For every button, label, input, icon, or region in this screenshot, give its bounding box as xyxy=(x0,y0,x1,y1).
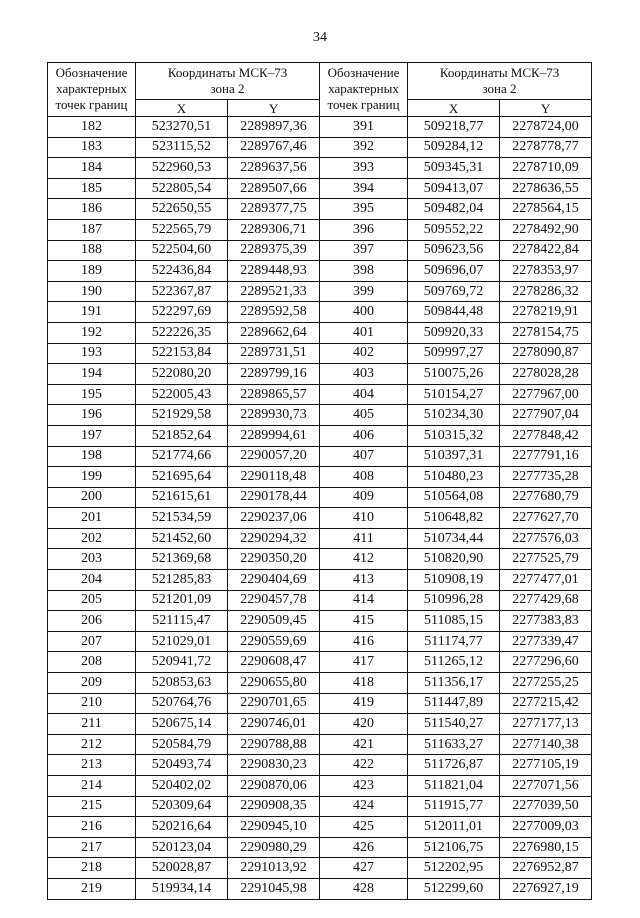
y-coordinate-cell: 2290788,88 xyxy=(228,734,320,755)
point-id-cell: 425 xyxy=(320,817,408,838)
y-coordinate-cell: 2277627,70 xyxy=(500,508,592,529)
y-coordinate-cell: 2289448,93 xyxy=(228,261,320,282)
x-coordinate-cell: 509769,72 xyxy=(408,281,500,302)
x-coordinate-cell: 510154,27 xyxy=(408,384,500,405)
table-row xyxy=(48,590,592,611)
point-id-cell: 402 xyxy=(320,343,408,364)
y-header-right: Y xyxy=(500,100,592,117)
point-id-cell: 426 xyxy=(320,837,408,858)
point-id-cell: 393 xyxy=(320,158,408,179)
point-id-cell: 190 xyxy=(48,281,136,302)
table-row xyxy=(48,425,592,446)
table-row xyxy=(48,178,592,199)
point-id-cell: 414 xyxy=(320,590,408,611)
point-id-cell: 216 xyxy=(48,817,136,838)
x-header-right: X xyxy=(408,100,500,117)
y-coordinate-cell: 2289375,39 xyxy=(228,240,320,261)
x-coordinate-cell: 510397,31 xyxy=(408,446,500,467)
y-coordinate-cell: 2278353,97 xyxy=(500,261,592,282)
y-coordinate-cell: 2277848,42 xyxy=(500,425,592,446)
table-row xyxy=(48,878,592,899)
y-coordinate-cell: 2290237,06 xyxy=(228,508,320,529)
point-id-cell: 182 xyxy=(48,117,136,138)
table-row xyxy=(48,570,592,591)
table-row xyxy=(48,528,592,549)
table-row xyxy=(48,219,592,240)
x-coordinate-cell: 510234,30 xyxy=(408,405,500,426)
x-coordinate-cell: 509696,07 xyxy=(408,261,500,282)
x-coordinate-cell: 510480,23 xyxy=(408,467,500,488)
point-id-cell: 419 xyxy=(320,693,408,714)
x-coordinate-cell: 522805,54 xyxy=(136,178,228,199)
y-coordinate-cell: 2277907,04 xyxy=(500,405,592,426)
point-id-cell: 427 xyxy=(320,858,408,879)
point-id-cell: 417 xyxy=(320,652,408,673)
y-coordinate-cell: 2291045,98 xyxy=(228,878,320,899)
x-coordinate-cell: 509920,33 xyxy=(408,322,500,343)
table-row xyxy=(48,261,592,282)
table-row xyxy=(48,364,592,385)
y-header-left: Y xyxy=(228,100,320,117)
x-coordinate-cell: 522650,55 xyxy=(136,199,228,220)
y-coordinate-cell: 2277296,60 xyxy=(500,652,592,673)
x-coordinate-cell: 521115,47 xyxy=(136,611,228,632)
y-coordinate-cell: 2289799,16 xyxy=(228,364,320,385)
point-id-cell: 401 xyxy=(320,322,408,343)
x-coordinate-cell: 520675,14 xyxy=(136,714,228,735)
y-coordinate-cell: 2289521,33 xyxy=(228,281,320,302)
point-id-cell: 407 xyxy=(320,446,408,467)
coordinates-header-left: Координаты МСК–73 зона 2 xyxy=(136,63,320,100)
x-coordinate-cell: 510648,82 xyxy=(408,508,500,529)
point-id-cell: 424 xyxy=(320,796,408,817)
point-id-cell: 191 xyxy=(48,302,136,323)
table-row xyxy=(48,817,592,838)
point-id-cell: 208 xyxy=(48,652,136,673)
y-coordinate-cell: 2290655,80 xyxy=(228,673,320,694)
x-coordinate-cell: 511447,89 xyxy=(408,693,500,714)
point-id-cell: 420 xyxy=(320,714,408,735)
y-coordinate-cell: 2290559,69 xyxy=(228,631,320,652)
point-id-cell: 215 xyxy=(48,796,136,817)
y-coordinate-cell: 2277967,00 xyxy=(500,384,592,405)
y-coordinate-cell: 2290350,20 xyxy=(228,549,320,570)
table-row xyxy=(48,199,592,220)
x-coordinate-cell: 511356,17 xyxy=(408,673,500,694)
point-id-cell: 214 xyxy=(48,776,136,797)
point-id-cell: 405 xyxy=(320,405,408,426)
x-header-left: X xyxy=(136,100,228,117)
x-coordinate-cell: 521852,64 xyxy=(136,425,228,446)
y-coordinate-cell: 2290178,44 xyxy=(228,487,320,508)
x-coordinate-cell: 522436,84 xyxy=(136,261,228,282)
x-coordinate-cell: 511821,04 xyxy=(408,776,500,797)
point-id-cell: 219 xyxy=(48,878,136,899)
x-coordinate-cell: 521615,61 xyxy=(136,487,228,508)
y-coordinate-cell: 2278724,00 xyxy=(500,117,592,138)
point-id-cell: 201 xyxy=(48,508,136,529)
y-coordinate-cell: 2278028,28 xyxy=(500,364,592,385)
y-coordinate-cell: 2290294,32 xyxy=(228,528,320,549)
point-id-cell: 196 xyxy=(48,405,136,426)
point-id-cell: 212 xyxy=(48,734,136,755)
x-coordinate-cell: 520028,87 xyxy=(136,858,228,879)
x-coordinate-cell: 521452,60 xyxy=(136,528,228,549)
y-coordinate-cell: 2278154,75 xyxy=(500,322,592,343)
table-row xyxy=(48,549,592,570)
table-row xyxy=(48,302,592,323)
table-row xyxy=(48,240,592,261)
x-coordinate-cell: 512202,95 xyxy=(408,858,500,879)
point-id-cell: 418 xyxy=(320,673,408,694)
x-coordinate-cell: 522960,53 xyxy=(136,158,228,179)
y-coordinate-cell: 2278090,87 xyxy=(500,343,592,364)
x-coordinate-cell: 509218,77 xyxy=(408,117,500,138)
point-id-cell: 397 xyxy=(320,240,408,261)
point-id-cell: 209 xyxy=(48,673,136,694)
y-coordinate-cell: 2289865,57 xyxy=(228,384,320,405)
point-id-cell: 394 xyxy=(320,178,408,199)
y-coordinate-cell: 2289662,64 xyxy=(228,322,320,343)
table-row xyxy=(48,837,592,858)
x-coordinate-cell: 520853,63 xyxy=(136,673,228,694)
point-id-cell: 403 xyxy=(320,364,408,385)
table-row xyxy=(48,714,592,735)
y-coordinate-cell: 2278710,09 xyxy=(500,158,592,179)
point-id-cell: 207 xyxy=(48,631,136,652)
table-row xyxy=(48,755,592,776)
x-coordinate-cell: 522504,60 xyxy=(136,240,228,261)
y-coordinate-cell: 2291013,92 xyxy=(228,858,320,879)
y-coordinate-cell: 2278219,91 xyxy=(500,302,592,323)
y-coordinate-cell: 2290830,23 xyxy=(228,755,320,776)
y-coordinate-cell: 2277477,01 xyxy=(500,570,592,591)
x-coordinate-cell: 510820,90 xyxy=(408,549,500,570)
table-row xyxy=(48,137,592,158)
table-row xyxy=(48,673,592,694)
table-row xyxy=(48,508,592,529)
x-coordinate-cell: 520941,72 xyxy=(136,652,228,673)
x-coordinate-cell: 510075,26 xyxy=(408,364,500,385)
coordinates-table xyxy=(47,62,592,900)
point-id-cell: 217 xyxy=(48,837,136,858)
point-id-cell: 211 xyxy=(48,714,136,735)
y-coordinate-cell: 2277383,83 xyxy=(500,611,592,632)
y-coordinate-cell: 2289507,66 xyxy=(228,178,320,199)
point-id-cell: 409 xyxy=(320,487,408,508)
y-coordinate-cell: 2289767,46 xyxy=(228,137,320,158)
table-row xyxy=(48,796,592,817)
point-id-cell: 186 xyxy=(48,199,136,220)
x-coordinate-cell: 509844,48 xyxy=(408,302,500,323)
point-id-cell: 218 xyxy=(48,858,136,879)
point-id-cell: 423 xyxy=(320,776,408,797)
x-coordinate-cell: 520123,04 xyxy=(136,837,228,858)
table-row xyxy=(48,384,592,405)
table-row xyxy=(48,693,592,714)
y-coordinate-cell: 2290118,48 xyxy=(228,467,320,488)
y-coordinate-cell: 2289637,56 xyxy=(228,158,320,179)
point-id-cell: 422 xyxy=(320,755,408,776)
x-coordinate-cell: 509413,07 xyxy=(408,178,500,199)
point-id-cell: 192 xyxy=(48,322,136,343)
x-coordinate-cell: 523115,52 xyxy=(136,137,228,158)
x-coordinate-cell: 509345,31 xyxy=(408,158,500,179)
x-coordinate-cell: 512106,75 xyxy=(408,837,500,858)
y-coordinate-cell: 2277255,25 xyxy=(500,673,592,694)
x-coordinate-cell: 510996,28 xyxy=(408,590,500,611)
x-coordinate-cell: 509623,56 xyxy=(408,240,500,261)
table-row xyxy=(48,322,592,343)
point-id-cell: 410 xyxy=(320,508,408,529)
y-coordinate-cell: 2277680,79 xyxy=(500,487,592,508)
x-coordinate-cell: 522005,43 xyxy=(136,384,228,405)
x-coordinate-cell: 523270,51 xyxy=(136,117,228,138)
y-coordinate-cell: 2290509,45 xyxy=(228,611,320,632)
x-coordinate-cell: 509482,04 xyxy=(408,199,500,220)
table-row xyxy=(48,467,592,488)
x-coordinate-cell: 520309,64 xyxy=(136,796,228,817)
point-id-cell: 193 xyxy=(48,343,136,364)
x-coordinate-cell: 511174,77 xyxy=(408,631,500,652)
point-id-cell: 183 xyxy=(48,137,136,158)
y-coordinate-cell: 2289592,58 xyxy=(228,302,320,323)
x-coordinate-cell: 511915,77 xyxy=(408,796,500,817)
y-coordinate-cell: 2278422,84 xyxy=(500,240,592,261)
x-coordinate-cell: 520216,64 xyxy=(136,817,228,838)
x-coordinate-cell: 521029,01 xyxy=(136,631,228,652)
y-coordinate-cell: 2290701,65 xyxy=(228,693,320,714)
point-designation-header-left: Обозначение характерных точек границ xyxy=(48,63,136,117)
point-id-cell: 411 xyxy=(320,528,408,549)
x-coordinate-cell: 519934,14 xyxy=(136,878,228,899)
y-coordinate-cell: 2290608,47 xyxy=(228,652,320,673)
point-id-cell: 399 xyxy=(320,281,408,302)
x-coordinate-cell: 512011,01 xyxy=(408,817,500,838)
table-row xyxy=(48,487,592,508)
table-row xyxy=(48,611,592,632)
y-coordinate-cell: 2277525,79 xyxy=(500,549,592,570)
x-coordinate-cell: 520402,02 xyxy=(136,776,228,797)
point-id-cell: 194 xyxy=(48,364,136,385)
y-coordinate-cell: 2276952,87 xyxy=(500,858,592,879)
x-coordinate-cell: 522080,20 xyxy=(136,364,228,385)
x-coordinate-cell: 510734,44 xyxy=(408,528,500,549)
y-coordinate-cell: 2278286,32 xyxy=(500,281,592,302)
table-body xyxy=(48,117,592,900)
point-id-cell: 204 xyxy=(48,570,136,591)
point-id-cell: 406 xyxy=(320,425,408,446)
point-id-cell: 391 xyxy=(320,117,408,138)
y-coordinate-cell: 2277177,13 xyxy=(500,714,592,735)
y-coordinate-cell: 2277215,42 xyxy=(500,693,592,714)
x-coordinate-cell: 509552,22 xyxy=(408,219,500,240)
point-id-cell: 413 xyxy=(320,570,408,591)
x-coordinate-cell: 512299,60 xyxy=(408,878,500,899)
point-id-cell: 199 xyxy=(48,467,136,488)
x-coordinate-cell: 521774,66 xyxy=(136,446,228,467)
y-coordinate-cell: 2277039,50 xyxy=(500,796,592,817)
point-id-cell: 188 xyxy=(48,240,136,261)
x-coordinate-cell: 520584,79 xyxy=(136,734,228,755)
table-row xyxy=(48,631,592,652)
point-id-cell: 202 xyxy=(48,528,136,549)
x-coordinate-cell: 522367,87 xyxy=(136,281,228,302)
point-id-cell: 416 xyxy=(320,631,408,652)
x-coordinate-cell: 521285,83 xyxy=(136,570,228,591)
y-coordinate-cell: 2290870,06 xyxy=(228,776,320,797)
point-id-cell: 415 xyxy=(320,611,408,632)
y-coordinate-cell: 2290746,01 xyxy=(228,714,320,735)
table-row xyxy=(48,343,592,364)
y-coordinate-cell: 2278564,15 xyxy=(500,199,592,220)
x-coordinate-cell: 522153,84 xyxy=(136,343,228,364)
point-designation-header-right: Обозначение характерных точек границ xyxy=(320,63,408,117)
y-coordinate-cell: 2277429,68 xyxy=(500,590,592,611)
x-coordinate-cell: 520764,76 xyxy=(136,693,228,714)
table-row xyxy=(48,776,592,797)
point-id-cell: 203 xyxy=(48,549,136,570)
point-id-cell: 187 xyxy=(48,219,136,240)
x-coordinate-cell: 522226,35 xyxy=(136,322,228,343)
y-coordinate-cell: 2290908,35 xyxy=(228,796,320,817)
table-header-row xyxy=(48,63,592,100)
y-coordinate-cell: 2289377,75 xyxy=(228,199,320,220)
x-coordinate-cell: 511265,12 xyxy=(408,652,500,673)
y-coordinate-cell: 2289306,71 xyxy=(228,219,320,240)
point-id-cell: 184 xyxy=(48,158,136,179)
y-coordinate-cell: 2289930,73 xyxy=(228,405,320,426)
table-row xyxy=(48,734,592,755)
point-id-cell: 200 xyxy=(48,487,136,508)
point-id-cell: 395 xyxy=(320,199,408,220)
y-coordinate-cell: 2278778,77 xyxy=(500,137,592,158)
y-coordinate-cell: 2290404,69 xyxy=(228,570,320,591)
x-coordinate-cell: 521369,68 xyxy=(136,549,228,570)
x-coordinate-cell: 522565,79 xyxy=(136,219,228,240)
point-id-cell: 198 xyxy=(48,446,136,467)
point-id-cell: 197 xyxy=(48,425,136,446)
point-id-cell: 189 xyxy=(48,261,136,282)
x-coordinate-cell: 520493,74 xyxy=(136,755,228,776)
table-row xyxy=(48,158,592,179)
y-coordinate-cell: 2277071,56 xyxy=(500,776,592,797)
x-coordinate-cell: 511085,15 xyxy=(408,611,500,632)
page-number: 34 xyxy=(313,30,327,45)
y-coordinate-cell: 2277105,19 xyxy=(500,755,592,776)
point-id-cell: 396 xyxy=(320,219,408,240)
point-id-cell: 185 xyxy=(48,178,136,199)
point-id-cell: 421 xyxy=(320,734,408,755)
point-id-cell: 205 xyxy=(48,590,136,611)
table-row xyxy=(48,281,592,302)
x-coordinate-cell: 522297,69 xyxy=(136,302,228,323)
y-coordinate-cell: 2277140,38 xyxy=(500,734,592,755)
y-coordinate-cell: 2277339,47 xyxy=(500,631,592,652)
point-id-cell: 210 xyxy=(48,693,136,714)
point-id-cell: 400 xyxy=(320,302,408,323)
y-coordinate-cell: 2278636,55 xyxy=(500,178,592,199)
x-coordinate-cell: 521695,64 xyxy=(136,467,228,488)
table-row xyxy=(48,858,592,879)
y-coordinate-cell: 2278492,90 xyxy=(500,219,592,240)
x-coordinate-cell: 511633,27 xyxy=(408,734,500,755)
point-id-cell: 412 xyxy=(320,549,408,570)
point-id-cell: 398 xyxy=(320,261,408,282)
x-coordinate-cell: 511726,87 xyxy=(408,755,500,776)
x-coordinate-cell: 510908,19 xyxy=(408,570,500,591)
x-coordinate-cell: 521201,09 xyxy=(136,590,228,611)
y-coordinate-cell: 2277735,28 xyxy=(500,467,592,488)
coordinates-header-right: Координаты МСК–73 зона 2 xyxy=(408,63,592,100)
point-id-cell: 404 xyxy=(320,384,408,405)
x-coordinate-cell: 509997,27 xyxy=(408,343,500,364)
y-coordinate-cell: 2290457,78 xyxy=(228,590,320,611)
point-id-cell: 195 xyxy=(48,384,136,405)
point-id-cell: 206 xyxy=(48,611,136,632)
point-id-cell: 428 xyxy=(320,878,408,899)
y-coordinate-cell: 2277791,16 xyxy=(500,446,592,467)
y-coordinate-cell: 2290057,20 xyxy=(228,446,320,467)
y-coordinate-cell: 2290945,10 xyxy=(228,817,320,838)
x-coordinate-cell: 510315,32 xyxy=(408,425,500,446)
y-coordinate-cell: 2289994,61 xyxy=(228,425,320,446)
x-coordinate-cell: 509284,12 xyxy=(408,137,500,158)
point-id-cell: 213 xyxy=(48,755,136,776)
table-row xyxy=(48,405,592,426)
table-row xyxy=(48,652,592,673)
y-coordinate-cell: 2277576,03 xyxy=(500,528,592,549)
x-coordinate-cell: 521929,58 xyxy=(136,405,228,426)
y-coordinate-cell: 2276927,19 xyxy=(500,878,592,899)
y-coordinate-cell: 2277009,03 xyxy=(500,817,592,838)
point-id-cell: 408 xyxy=(320,467,408,488)
x-coordinate-cell: 511540,27 xyxy=(408,714,500,735)
table-row xyxy=(48,117,592,138)
point-id-cell: 392 xyxy=(320,137,408,158)
x-coordinate-cell: 510564,08 xyxy=(408,487,500,508)
x-coordinate-cell: 521534,59 xyxy=(136,508,228,529)
y-coordinate-cell: 2276980,15 xyxy=(500,837,592,858)
y-coordinate-cell: 2290980,29 xyxy=(228,837,320,858)
y-coordinate-cell: 2289897,36 xyxy=(228,117,320,138)
y-coordinate-cell: 2289731,51 xyxy=(228,343,320,364)
table-row xyxy=(48,446,592,467)
